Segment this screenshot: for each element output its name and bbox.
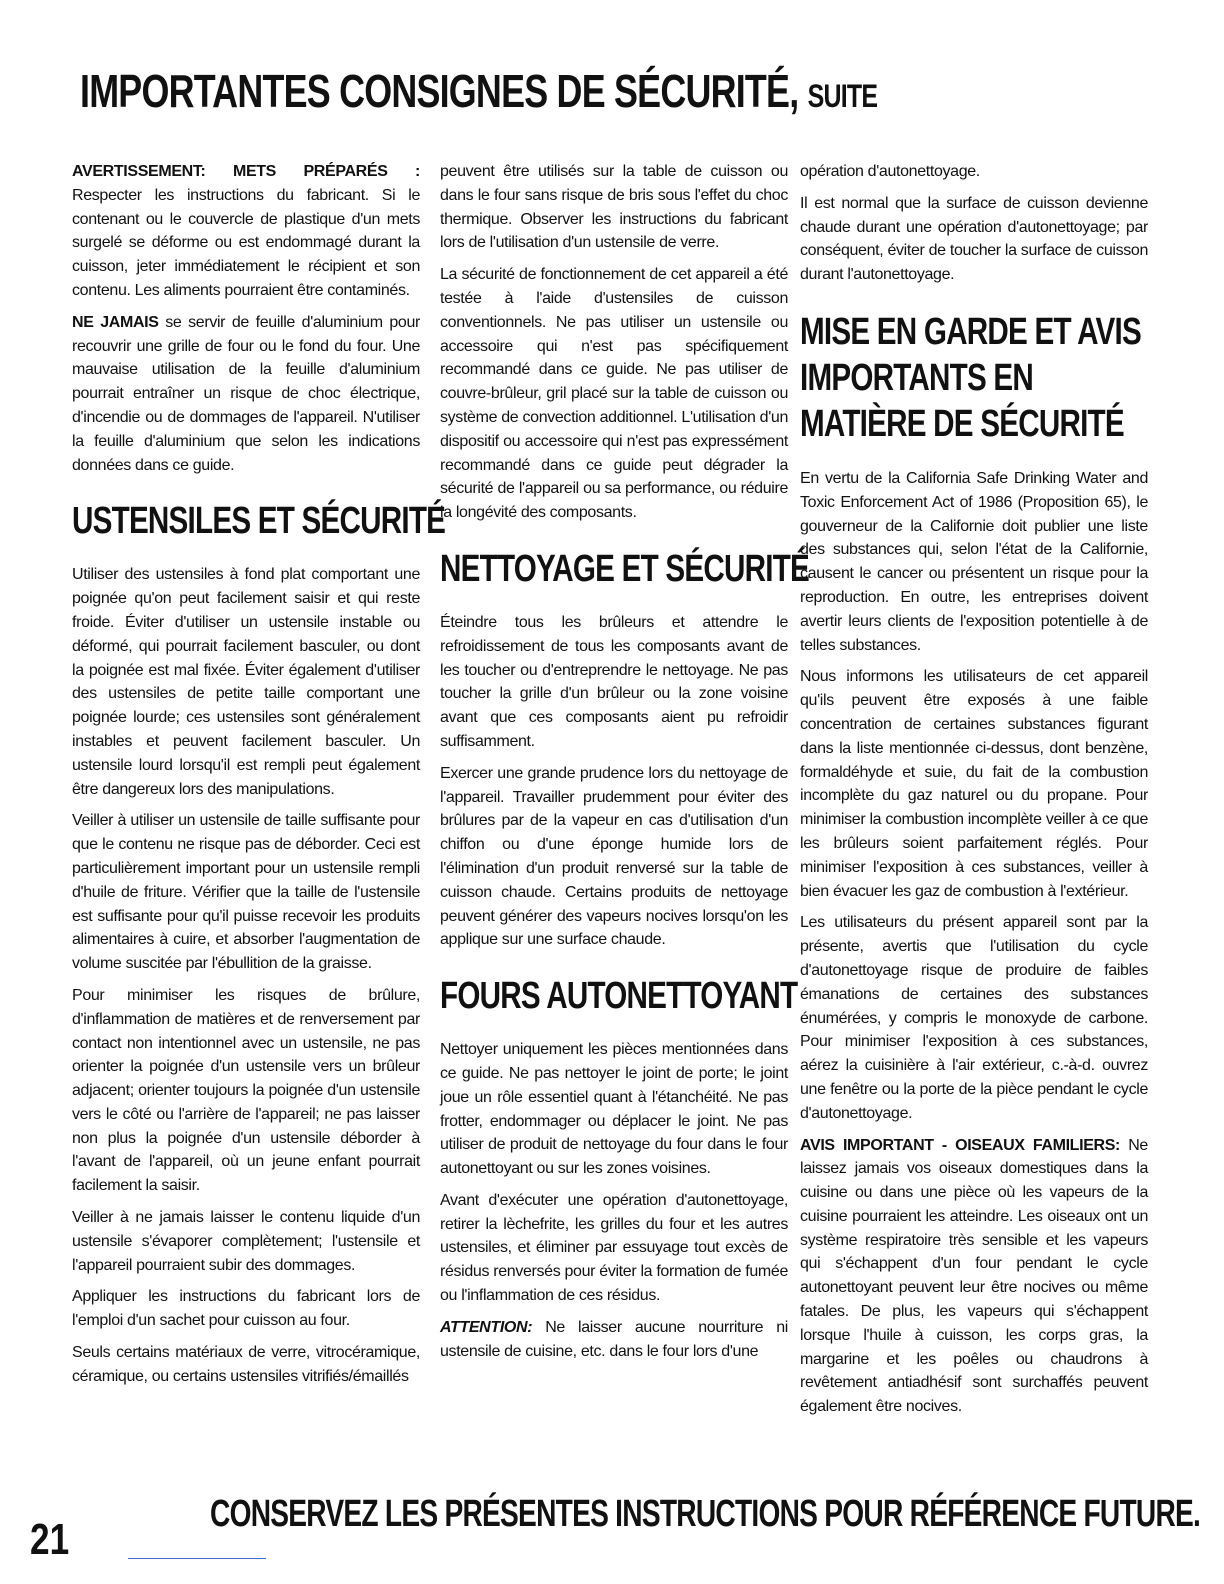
paragraph-text: Ne laissez jamais vos oiseaux domestiques dans la cuisine ou dans une pièce où les vapeurs de la cuisine pourraient les atteindre. Les oiseaux ont un système respiratoire très sensible et les vapeurs qui s'échappent d'un four pendant le cycle autonettoyant peuvent leur être nocives ou même fatales. De plus, les vapeurs qui s'échappent lorsque l'huile à cuisson, les corps gras, la margarine et les poêles ou chaudrons à revêtement antiadhésif sont surchaffés peuvent également être nocives.	[800, 1136, 1148, 1416]
paragraph-text: Respecter les instructions du fabricant. Si le contenant ou le couvercle de plastique d'un mets surgelé se déforme ou est endommagé durant la cuisson, jeter immédiatement le récipient et son contenu. Les aliments pourraient être contaminés.	[72, 186, 420, 299]
column-2	[440, 160, 810, 1371]
page-title-main: IMPORTANTES CONSIGNES DE SÉCURITÉ,	[80, 65, 799, 117]
heading-ustensiles: USTENSILES ET SÉCURITÉ	[72, 500, 446, 543]
paragraph: La sécurité de fonctionnement de cet appareil a été testée à l'aide d'ustensiles de cuisson conventionnels. Ne pas utiliser un ustensile ou accessoire qui n'est pas spécifiquement recommandé dans ce guide. Ne pas utiliser de couvre-brûleur, gril placé sur la table de cuisson ou système de convection additionnel. L'utilisation d'un dispositif ou accessoire qui n'est pas expressément recommandé dans ce guide peut dégrader la sécurité de l'appareil ou sa performance, ou réduire la longévité des composants.	[440, 266, 788, 522]
paragraph-text: Ne laisser aucune nourriture ni ustensile de cuisine, etc. dans le four lors d'une	[440, 1318, 788, 1360]
heading-mise-en-garde: MISE EN GARDE ET AVIS IMPORTANTS EN MATIÈRE DE SÉCURITÉ	[800, 310, 1141, 445]
paragraph: Utiliser des ustensiles à fond plat comportant une poignée qu'on peut facilement saisir et qui reste froide. Éviter d'utiliser un ustensile instable ou déformé, qui pourrait facilement basculer, ou dont la poignée est mal fixée. Éviter également d'utiliser des ustensiles de petite taille comportant une poignée lourde; ces ustensiles sont généralement instables et peuvent facilement basculer. Un ustensile lourd lorsqu'il est rempli peut également être dangereux lors des manipulations.	[72, 566, 420, 798]
paragraph-text: se servir de feuille d'aluminium pour recouvrir une grille de four ou le fond du four. Une mauvaise utilisation de la feuille d'aluminium pourrait entraîner un risque de choc électrique, d'incendie ou de dommages de l'appareil. N'utiliser la feuille d'aluminium que selon les indications données dans ce guide.	[72, 313, 420, 474]
paragraph-mets-prepares	[72, 160, 420, 303]
footer-rule	[128, 1558, 266, 1559]
paragraph: Éteindre tous les brûleurs et attendre le refroidissement de tous les composants avant de les toucher ou d'entreprendre le nettoyage. Ne pas toucher la grille d'un brûleur ou la zone voisine avant que ces composants aient pu refroidir suffisamment.	[440, 613, 788, 750]
paragraph: Exercer une grande prudence lors du nettoyage de l'appareil. Travailler prudemment pour éviter des brûlures par de la vapeur en cas d'utilisation d'un chiffon ou d'une éponge humide lors de l'élimination d'un produit renversé sur la table de cuisson chaude. Certains produits de nettoyage peuvent générer des vapeurs nocives lorsqu'on les applique sur une surface chaude.	[440, 764, 788, 949]
paragraph: opération d'autonettoyage.	[800, 163, 980, 180]
paragraph: Veiller à ne jamais laisser le contenu liquide d'un ustensile s'évaporer complètement; l'ustensile et l'appareil pourraient subir des dommages.	[72, 1209, 420, 1274]
paragraph: Nous informons les utilisateurs de cet appareil qu'ils peuvent être exposés à une faible concentration de certaines substances figurant dans la liste mentionnée ci-dessus, dont benzène, formaldéhyde et suie, du fait de la combustion incomplète du gaz naturel ou du propane. Pour minimiser la combustion incomplète veiller à ce que les brûleurs soient parfaitement réglés. Pour minimiser l'exposition à ces substances, veiller à bien évacuer les gaz de combustion à l'extérieur.	[800, 668, 1148, 900]
paragraph-attention	[440, 1316, 788, 1364]
paragraph: Pour minimiser les risques de brûlure, d'inflammation de matières et de renversement par contact non intentionnel avec un ustensile, ne pas orienter la poignée d'un ustensile vers un brûleur adjacent; orienter toujours la poignée d'un ustensile vers le côté ou l'arrière de l'appareil; ne pas laisser non plus la poignée d'un ustensile déborder à l'avant de l'appareil, où un jeune enfant pourrait facilement la saisir.	[72, 986, 420, 1195]
heading-fours-autonettoyant: FOURS AUTONETTOYANT	[440, 975, 798, 1018]
column-3	[800, 160, 1148, 1427]
notice-lead: AVIS IMPORTANT - OISEAUX FAMILIERS:	[800, 1136, 1121, 1154]
paragraph: Seuls certains matériaux de verre, vitrocéramique, céramique, ou certains ustensiles vitrifiés/émaillés	[72, 1344, 420, 1385]
paragraph: Les utilisateurs du présent appareil sont par la présente, avertis que l'utilisation du cycle d'autonettoyage risque de produire de faibles émanations de certaines des substances énumérées, y compris le monoxyde de carbone. Pour minimiser l'exposition à ces substances, aérez la cuisinière à l'air extérieur, c.-à-d. ouvrez une fenêtre ou la porte de la pièce pendant le cycle d'autonettoyage.	[800, 914, 1148, 1122]
paragraph: Avant d'exécuter une opération d'autonettoyage, retirer la lèchefrite, les grilles du four et les autres ustensiles, et éliminer par essuyage tout excès de résidus renversés pour éviter la formation de fumée ou l'inflammation de ces résidus.	[440, 1191, 788, 1305]
heading-nettoyage: NETTOYAGE ET SÉCURITÉ	[440, 547, 810, 590]
paragraph: Il est normal que la surface de cuisson devienne chaude durant une opération d'autonettoyage; par conséquent, éviter de toucher la surface de cuisson durant l'autonettoyage.	[800, 194, 1148, 284]
warning-lead: AVERTISSEMENT: METS PRÉPARÉS :	[72, 163, 420, 180]
warning-lead: NE JAMAIS	[72, 313, 159, 331]
paragraph: En vertu de la California Safe Drinking Water and Toxic Enforcement Act of 1986 (Proposition 65), le gouverneur de la Californie doit publier une liste des substances qui, selon l'état de la Californie, causent le cancer ou présentent un risque pour la reproduction. En outre, les entreprises doivent avertir leurs clients de l'exposition potentielle à de telles substances.	[800, 469, 1148, 654]
footer-instruction: CONSERVEZ LES PRÉSENTES INSTRUCTIONS POUR RÉFÉRENCE FUTURE.	[210, 1493, 1201, 1535]
paragraph-oiseaux	[800, 1134, 1148, 1420]
paragraph-ne-jamais	[72, 311, 420, 478]
paragraph: Nettoyer uniquement les pièces mentionnées dans ce guide. Ne pas nettoyer le joint de porte; le joint joue un rôle essentiel quant à l'étanchéité. Ne pas frotter, endommager ou déplacer le joint. Ne pas utiliser de produit de nettoyage du four dans le four autonettoyant ou sur les zones voisines.	[440, 1041, 788, 1178]
page-title-suffix: SUITE	[807, 78, 878, 114]
paragraph: peuvent être utilisés sur la table de cuisson ou dans le four sans risque de bris sous l'effet du choc thermique. Observer les instructions du fabricant lors de l'utilisation d'un ustensile de verre.	[440, 163, 788, 252]
column-1	[72, 160, 446, 1397]
page-number: 21	[30, 1515, 70, 1564]
paragraph: Veiller à utiliser un ustensile de taille suffisante pour que le contenu ne risque pas de déborder. Ceci est particulièrement important pour un ustensile rempli d'huile de friture. Vérifier que la taille de l'ustensile est suffisante pour qu'il puisse recevoir les produits alimentaires à cuire, et absorber l'augmentation de volume suscitée par l'ébullition de la graisse.	[72, 812, 420, 973]
attention-lead: ATTENTION:	[440, 1318, 533, 1336]
page-title	[80, 56, 877, 131]
paragraph: Appliquer les instructions du fabricant lors de l'emploi d'un sachet pour cuisson au four.	[72, 1288, 420, 1330]
